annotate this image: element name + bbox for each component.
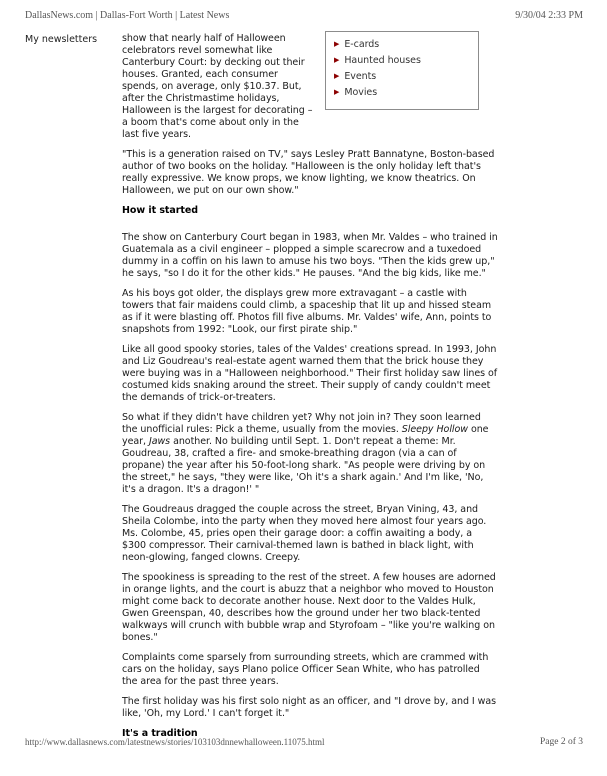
callout-link-events[interactable] (334, 71, 474, 83)
arrow-bullet-icon: ▶ (334, 40, 340, 48)
callout-link-label: Movies (344, 87, 378, 98)
article-paragraph: The first holiday was his first solo night as an officer, and "I drove by, and I was like, 'Oh, my Lord.' I can't forget it." (122, 696, 497, 719)
article-paragraph: So what if they didn't have children yet? Why not join in? They soon learned the unofficial rules: Pick a theme, usually from the movies. Sleepy Hollow one year, Jaws another. No building until Sept. 1. Don't repeat a theme: Mr. Goudreau, 38, crafted a fire- and smoke-breathing dragon (via a can of propane) the year after his 50-foot-long shark. "As people were driving by on the street," he says, "they were like, 'Oh it's a shark again.' And I'm like, 'No, it's a dragon. It's a dragon!' " (122, 412, 489, 495)
arrow-bullet-icon: ▶ (334, 56, 340, 64)
callout-link-label: E-cards (344, 39, 380, 50)
print-footer-page-number: Page 2 of 3 (539, 737, 583, 747)
article-paragraph: show that nearly half of Halloween celebrators revel somewhat like Canterbury Court: by decking out their houses. Granted, each consumer spends, on average, only $10.37. But, after the Christmastime holidays, Halloween is the largest for decorating – a boom that's come about only in the last five years. (122, 33, 313, 140)
article-paragraph: The Goudreaus dragged the couple across the street, Bryan Vining, 43, and Sheila Colombe, into the party when they moved here almost four years ago. Ms. Colombe, 45, pries open their garage door: a coffin awaiting a body, a $300 compressor. Their carnival-themed lawn is bathed in black light, with neon-glowing, fanged clowns. Creepy. (122, 504, 487, 563)
print-header-title: DallasNews.com | Dallas-Fort Worth | Latest News (25, 10, 230, 21)
callout-link-haunted-houses[interactable] (334, 55, 474, 67)
article-paragraph: The spookiness is spreading to the rest of the street. A few houses are adorned in orange lights, and the court is abuzz that a neighbor who moved to Houston might come back to decorate another house. Next door to the Valdes Hulk, Gwen Greenspan, 40, describes how the ground under her two black-tented walkways will crunch with bubble wrap and Styrofoam – "like you're walking on bones." (122, 572, 496, 643)
article-paragraph: Complaints come sparsely from surrounding streets, which are crammed with cars on the holiday, says Plano police Officer Sean White, who has patrolled the area for the past three years. (122, 652, 489, 687)
article-body (122, 33, 498, 755)
sidebar (25, 34, 97, 45)
print-header-timestamp: 9/30/04 2:33 PM (515, 10, 583, 21)
article-heading: How it started (122, 205, 199, 216)
article-paragraph: Like all good spooky stories, tales of the Valdes' creations spread. In 1993, John and Liz Goudreau's real-estate agent warned them that the brick house they were buying was in a "Halloween neighborhood." Their first holiday saw lines of costumed kids snaking around the street. Their supply of candy couldn't meet the demands of trick-or-treaters. (122, 344, 498, 403)
callout-links (334, 39, 474, 99)
print-footer-url: http://www.dallasnews.com/latestnews/stories/103103dnnewhalloween.11075.html (25, 737, 325, 747)
article-heading: It's a tradition (122, 728, 198, 739)
print-footer (25, 737, 583, 747)
callout-link-e-cards[interactable] (334, 39, 474, 51)
print-header (25, 10, 583, 21)
callout-link-movies[interactable] (334, 87, 474, 99)
sidebar-item-my-newsletters[interactable]: My newsletters (25, 34, 98, 45)
callout-link-label: Haunted houses (344, 55, 421, 66)
callout-link-label: Events (344, 71, 377, 82)
article-paragraph: As his boys got older, the displays grew more extravagant – a castle with towers that fair maidens could climb, a spaceship that lit up and hissed steam as if it were blasting off. Photos fill five albums. Mr. Valdes' wife, Ann, points to snapshots from 1992: "Look, our first pirate ship." (122, 288, 492, 335)
related-links-box (325, 31, 479, 110)
arrow-bullet-icon: ▶ (334, 72, 340, 80)
article-paragraph: The show on Canterbury Court began in 1983, when Mr. Valdes – who trained in Guatemala as a civil engineer – plopped a simple scarecrow and a tuxedoed dummy in a coffin on his lawn to amuse his two boys. "Then the kids grew up," he says, "so I do it for the other kids." He pauses. "And the big kids, like me." (122, 232, 498, 279)
article-paragraph: "This is a generation raised on TV," says Lesley Pratt Bannatyne, Boston-based author of two books on the holiday. "Halloween is the only holiday left that's really expressive. We know props, we know lighting, we know theatrics. On Halloween, we put on our own show." (122, 149, 495, 196)
arrow-bullet-icon: ▶ (334, 88, 340, 96)
